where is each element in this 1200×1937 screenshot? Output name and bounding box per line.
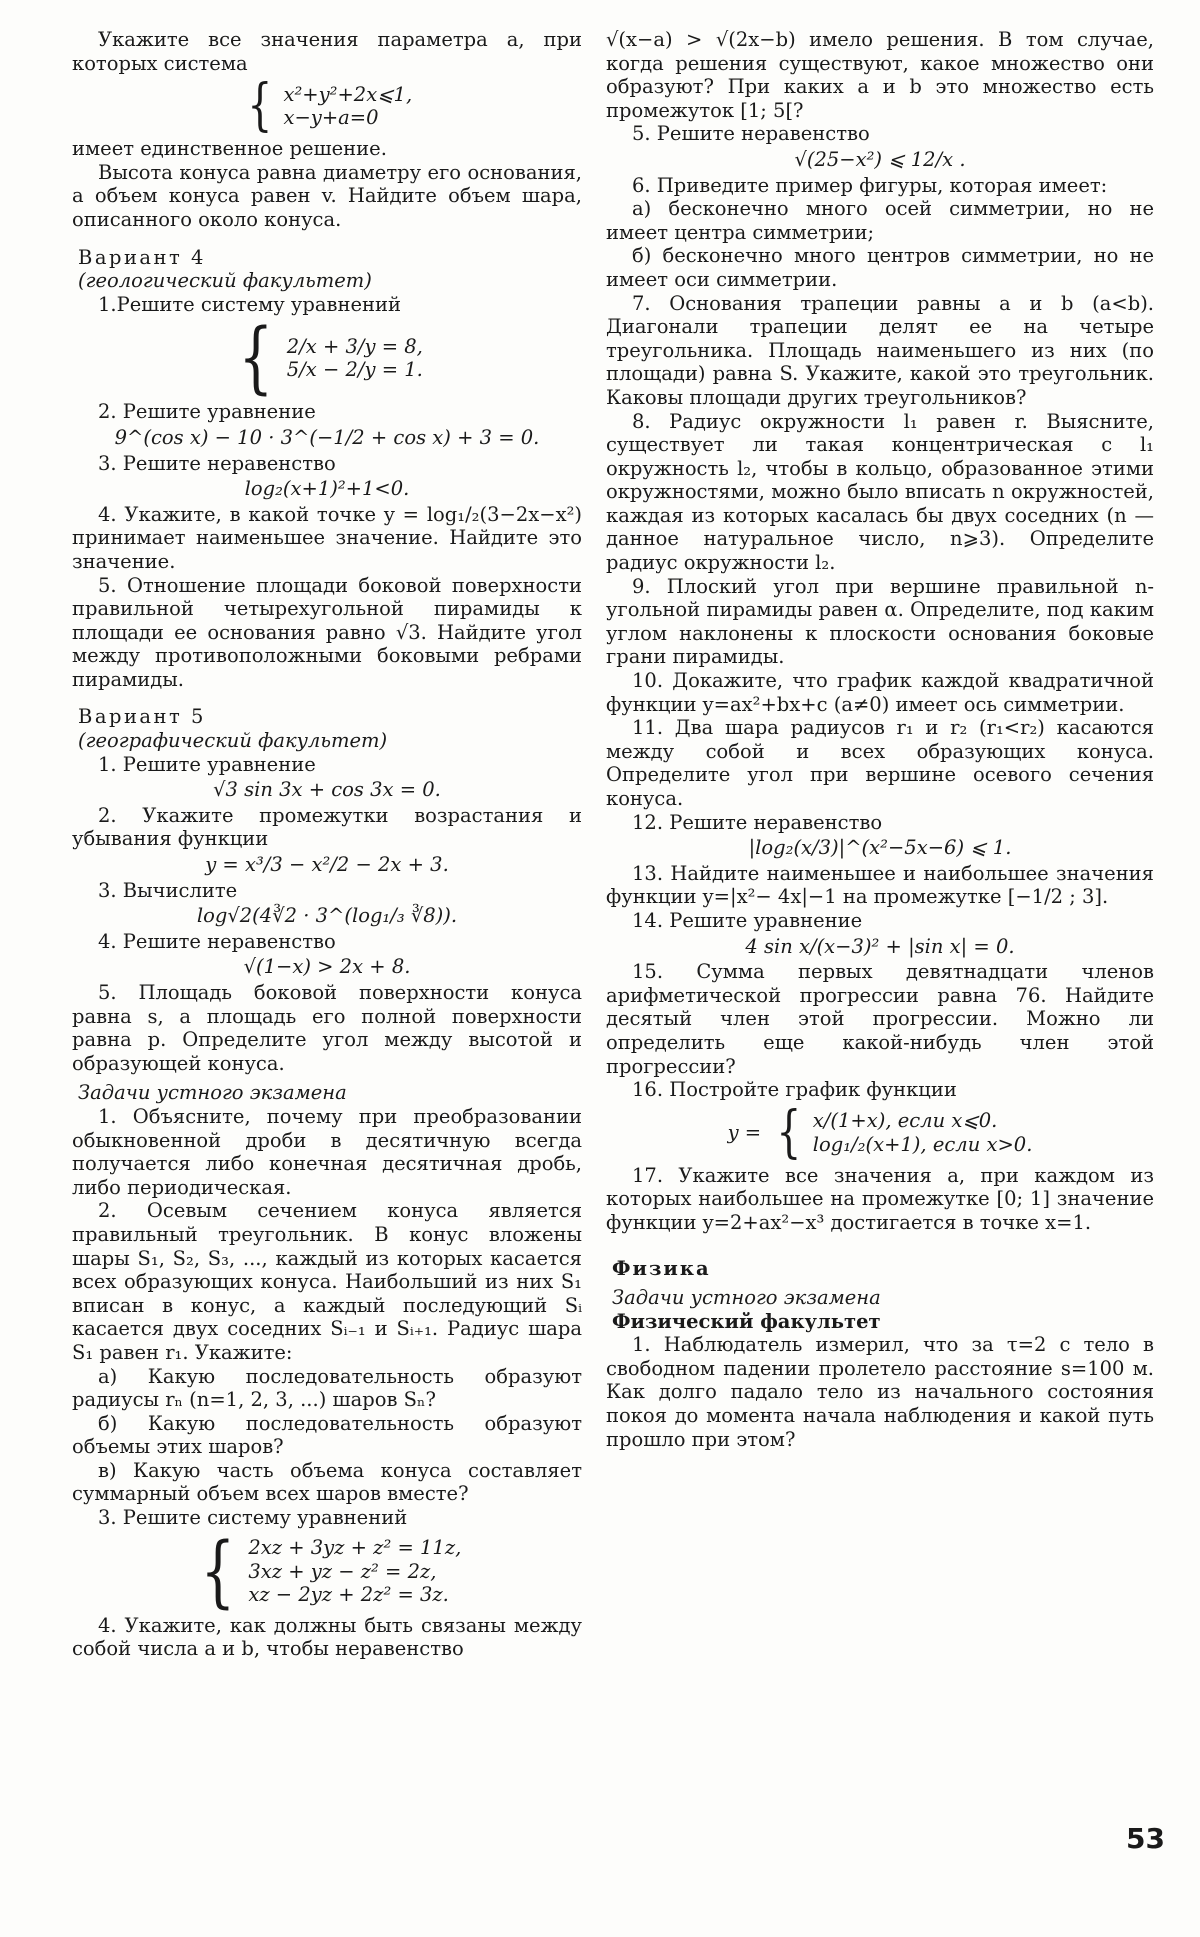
oral-problem-3: 3. Решите систему уравнений: [98, 1506, 408, 1530]
variant-5-title: Вариант 5: [78, 705, 206, 729]
oral-problem-2c: в) Какую часть объема конуса составляет суммарный объем всех шаров вместе?: [72, 1458, 582, 1506]
equation: xz − 2yz + 2z² = 3z.: [248, 1583, 449, 1607]
oral-problem-1: 1. Объясните, почему при преобразовании обыкновенной дроби в десятичную всегда получается либо конечная десятичная дробь, либо периодическая.: [72, 1104, 582, 1199]
page-number: 53: [1126, 1822, 1165, 1855]
oral-problem-8: 8. Радиус окружности l₁ равен r. Выясните, существует ли такая концентрическая с l₁ окружность l₂, чтобы в кольцо, образованное этими окружностями, можно было вписать n окружностей, каждая из которых касалась бы двух соседних (n — данное натуральное число, n⩾3). Определите радиус окружности l₂.: [606, 409, 1154, 575]
oral-problem-17: 17. Укажите все значения a, при каждом из которых наибольшее на промежутке [0; 1] значение функции y=2+ax²−x³ достигается в точке x=1.: [606, 1163, 1154, 1234]
brace: {: [247, 73, 273, 139]
oral-problem-11: 11. Два шара радиусов r₁ и r₂ (r₁<r₂) касаются между собой и всех образующих конуса. Определите угол при вершине осевого сечения конуса.: [606, 716, 1154, 810]
v5-1-equation: √3 sin 3x + cos 3x = 0.: [213, 778, 441, 802]
equation: log₁/₂(x+1), если x>0.: [812, 1132, 1033, 1156]
system-o16: [606, 1099, 1154, 1165]
v4-problem-4: 4. Укажите, в какой точке y = log₁/₂(3−2x−x²) принимает наименьшее значение. Найдите это значение.: [72, 502, 582, 573]
system-p4: [72, 73, 582, 139]
brace: {: [238, 313, 274, 404]
system-o3: [72, 1526, 582, 1617]
variant-4-faculty: (геологический факультет): [78, 269, 372, 293]
oral-problem-12: 12. Решите неравенство: [632, 810, 883, 834]
oral-problem-9: 9. Плоский угол при вершине правильной n-угольной пирамиды равен α. Определите, под каким углом наклонены к плоскости основания боковые грани пирамиды.: [606, 574, 1154, 669]
physics-title: Физика: [612, 1256, 711, 1280]
physics-oral-title: Задачи устного экзамена: [612, 1286, 881, 1310]
o14-equation: 4 sin x/(x−3)² + |sin x| = 0.: [745, 934, 1015, 958]
v4-problem-5: 5. Отношение площади боковой поверхности правильной четырехугольной пирамиды к площади ее основания равно √3. Найдите угол между противоположными боковыми ребрами пирамиды.: [72, 573, 582, 691]
v5-problem-5: 5. Площадь боковой поверхности конуса равна s, а площадь его полной поверхности равна p. Определите угол между высотой и образующей конуса.: [72, 981, 582, 1075]
equation: x/(1+x), если x⩽0.: [812, 1109, 998, 1133]
oral-problem-15: 15. Сумма первых девятнадцати членов арифметической прогрессии равна 76. Найдите десятый член этой прогрессии. Можно ли определить еще какой-нибудь член этой прогрессии?: [606, 960, 1154, 1078]
equation: 3xz + yz − z² = 2z,: [248, 1559, 437, 1583]
v5-problem-3: 3. Вычислите: [98, 878, 238, 902]
v5-3-equation: log√2(4∛2 · 3^(log₁/₃ ∛8)).: [196, 904, 458, 928]
problem-4: Укажите все значения параметра a, при которых система: [72, 28, 582, 75]
variant-5-faculty: (географический факультет): [78, 729, 388, 753]
equation: 5/x − 2/y = 1.: [286, 358, 423, 382]
oral-problem-6b: б) бесконечно много центров симметрии, но не имеет оси симметрии.: [606, 244, 1154, 291]
problem-4-end: имеет единственное решение.: [72, 137, 387, 161]
physics-problem-1: 1. Наблюдатель измерил, что за τ=2 с тело в свободном падении пролетело расстояние s=100 м. Как долго падало тело из начального состояния покоя до момента начала наблюдения и какой путь прошло при этом?: [606, 1333, 1154, 1451]
right-column: [606, 28, 1154, 1451]
oral-problem-16: 16. Постройте график функции: [632, 1078, 957, 1102]
v5-problem-4: 4. Решите неравенство: [98, 929, 336, 953]
oral-problem-2: 2. Осевым сечением конуса является правильный треугольник. В конус вложены шары S₁, S₂, S₃, ..., каждый из которых касается всех образующих конуса. Наибольший из них S₁ вписан в конус, а каждый последующий Sᵢ касается двух соседних Sᵢ₋₁ и Sᵢ₊₁. Радиус шара S₁ равен r₁. Укажите:: [72, 1199, 582, 1364]
v4-2-equation: 9^(cos x) − 10 · 3^(−1/2 + cos x) + 3 = 0.: [114, 425, 540, 449]
oral-problem-13: 13. Найдите наименьшее и наибольшее значения функции y=|x²− 4x|−1 на промежутке [−1/2 ; 3].: [606, 861, 1154, 909]
v5-problem-1: 1. Решите уравнение: [98, 752, 316, 776]
oral-problem-2b: б) Какую последовательность образуют объемы этих шаров?: [72, 1411, 582, 1459]
variant-4-title: Вариант 4: [78, 245, 206, 269]
left-column: [72, 28, 582, 1661]
brace: {: [200, 1526, 235, 1617]
oral-problem-14: 14. Решите уравнение: [632, 908, 863, 932]
o12-equation: |log₂(x/3)|^(x²−5x−6) ⩽ 1.: [748, 836, 1012, 860]
o5-equation: √(25−x²) ⩽ 12/x .: [794, 147, 966, 171]
oral-problem-2a: а) Какую последовательность образуют радиусы rₙ (n=1, 2, 3, ...) шаров Sₙ?: [72, 1364, 582, 1412]
y-equals: y =: [727, 1120, 762, 1144]
oral-problem-7: 7. Основания трапеции равны a и b (a<b). Диагонали трапеции делят ее на четыре треугольника. Площадь наименьшего из них (по площади) равна S. Укажите, какой это треугольник. Каковы площади других треугольников?: [606, 291, 1154, 409]
oral-problem-10: 10. Докажите, что график каждой квадратичной функции y=ax²+bx+c (a≠0) имеет ось симметрии.: [606, 669, 1154, 716]
brace: {: [776, 1099, 802, 1165]
v5-2-equation: y = x³/3 − x²/2 − 2x + 3.: [205, 853, 449, 877]
v4-problem-2: 2. Решите уравнение: [98, 400, 316, 424]
physics-faculty: Физический факультет: [612, 1309, 881, 1333]
v4-problem-1: 1.Решите систему уравнений: [98, 292, 402, 316]
system-v4-1: [72, 313, 582, 404]
oral-problem-4: 4. Укажите, как должны быть связаны между собой числа a и b, чтобы неравенство: [72, 1613, 582, 1661]
oral-exam-title: Задачи устного экзамена: [78, 1081, 347, 1105]
equation: 2xz + 3yz + z² = 11z,: [248, 1536, 462, 1560]
v5-4-equation: √(1−x) > 2x + 8.: [243, 955, 411, 979]
oral-problem-6a: а) бесконечно много осей симметрии, но не имеет центра симметрии;: [606, 197, 1154, 244]
equation: x²+y²+2x⩽1,: [283, 82, 413, 106]
equation: 2/x + 3/y = 8,: [286, 334, 423, 358]
oral-problem-4-cont: √(x−a) > √(2x−b) имело решения. В том случае, когда решения существуют, какое множество они образуют? При каких a и b это множество есть промежуток [1; 5[?: [606, 28, 1154, 122]
problem-5: Высота конуса равна диаметру его основания, а объем конуса равен v. Найдите объем шара, описанного около конуса.: [72, 160, 582, 231]
v4-3-equation: log₂(x+1)²+1<0.: [244, 477, 410, 501]
v5-problem-2: 2. Укажите промежутки возрастания и убывания функции: [72, 803, 582, 851]
oral-problem-6: 6. Приведите пример фигуры, которая имеет:: [632, 173, 1108, 197]
equation: x−y+a=0: [283, 106, 379, 130]
v4-problem-3: 3. Решите неравенство: [98, 451, 336, 475]
oral-problem-5: 5. Решите неравенство: [632, 122, 870, 146]
